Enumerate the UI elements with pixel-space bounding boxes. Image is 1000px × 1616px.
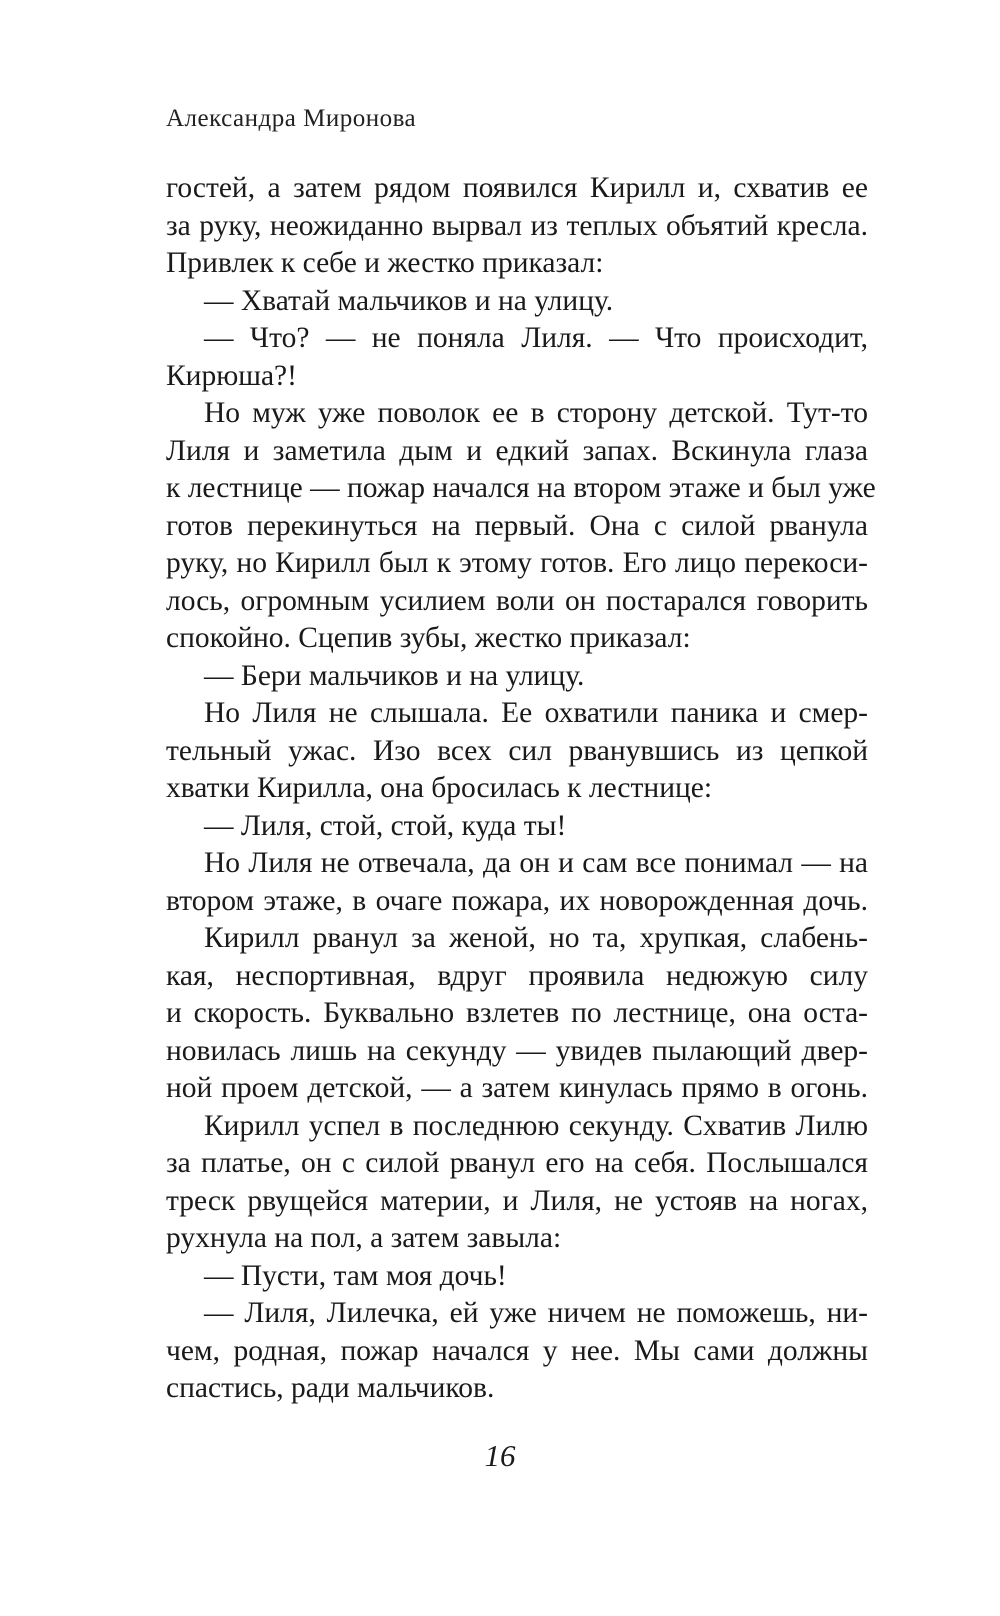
- text-line: к лестнице — пожар начался на втором этаже и был уже: [166, 472, 876, 504]
- text-line: Привлек к себе и жестко приказал:: [166, 247, 604, 279]
- text-line: — Пусти, там моя дочь!: [204, 1259, 507, 1292]
- text-line: тельный ужас. Изо всех сил рванувшись из цепкой: [166, 734, 868, 767]
- text-line: Лиля и заметила дым и едкий запах. Вскинула глаза: [166, 434, 868, 467]
- text-line: готов перекинуться на первый. Она с силой рванула: [166, 509, 868, 542]
- page-number: 16: [484, 1438, 516, 1473]
- text-line: ной проем детской, — а затем кинулась прямо в огонь.: [166, 1072, 868, 1104]
- text-line: за руку, неожиданно вырвал из теплых объятий кресла.: [166, 209, 868, 242]
- text-line: Кирилл успел в последнюю секунду. Схватив Лилю: [204, 1109, 868, 1142]
- text-line: и скорость. Буквально взлетев по лестнице, она оста-: [166, 997, 868, 1029]
- text-line: — Бери мальчиков и на улицу.: [204, 659, 585, 692]
- text-line: спастись, ради мальчиков.: [166, 1372, 495, 1404]
- text-line: — Что? — не поняла Лиля. — Что происходит,: [204, 322, 868, 354]
- text-line: новилась лишь на секунду — увидев пылающий двер-: [166, 1034, 868, 1067]
- text-line: руку, но Кирилл был к этому готов. Его лицо перекоси-: [166, 547, 868, 579]
- text-line: — Лиля, Лилечка, ей уже ничем не поможешь, ни-: [204, 1297, 868, 1329]
- body-text: [166, 170, 876, 1408]
- text-line: хватки Кирилла, она бросилась к лестнице:: [166, 772, 713, 804]
- text-line: Кирюша?!: [166, 359, 297, 392]
- text-line: лось, огромным усилием воли он постарался говорить: [166, 584, 868, 617]
- text-line: рухнула на пол, а затем завыла:: [166, 1222, 562, 1254]
- text-line: треск рвущейся материи, и Лиля, не устояв на ногах,: [166, 1184, 868, 1217]
- text-line: Но муж уже поволок ее в сторону детской. Тут-то: [204, 397, 868, 429]
- text-line: — Лиля, стой, стой, куда ты!: [204, 809, 567, 842]
- text-line: Но Лиля не отвечала, да он и сам все понимал — на: [204, 847, 868, 879]
- text-line: за платье, он с силой рванул его на себя. Послышался: [166, 1147, 868, 1179]
- text-line: кая, неспортивная, вдруг проявила недюжую силу: [166, 959, 868, 992]
- text-line: гостей, а затем рядом появился Кирилл и, схватив ее: [166, 172, 868, 204]
- text-line: — Хватай мальчиков и на улицу.: [204, 284, 614, 317]
- text-line: Но Лиля не слышала. Ее охватили паника и смер-: [204, 697, 868, 729]
- running-header-author: Александра Миронова: [166, 105, 417, 132]
- text-line: Кирилл рванул за женой, но та, хрупкая, слабень-: [204, 922, 868, 954]
- text-line: чем, родная, пожар начался у нее. Мы сами должны: [166, 1334, 868, 1367]
- text-line: спокойно. Сцепив зубы, жестко приказал:: [166, 622, 691, 654]
- text-line: втором этаже, в очаге пожара, их новорожденная дочь.: [166, 884, 868, 917]
